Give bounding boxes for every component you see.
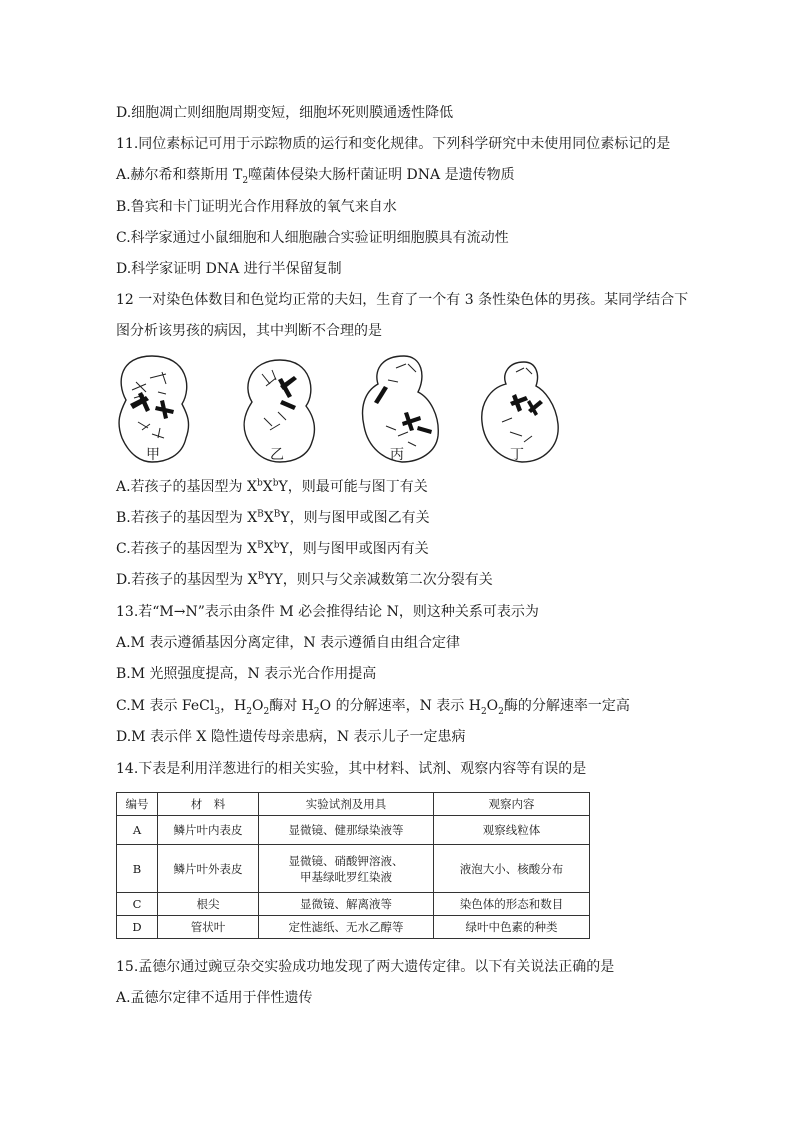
table-row	[117, 916, 590, 939]
figure-label-bing: 丙	[390, 447, 404, 463]
table-row	[117, 893, 590, 916]
cell-reagent: 定性滤纸、无水乙醇等	[259, 916, 434, 939]
cell-observe: 绿叶中色素的种类	[434, 916, 590, 939]
question-13-option-d: D.M 表示伴 X 隐性遗传母亲患病，N 表示儿子一定患病	[116, 729, 466, 745]
table-row	[117, 816, 590, 845]
reagent-line-1: 显微镜、硝酸钾溶液、	[288, 853, 404, 868]
question-11-stem: 11.同位素标记可用于示踪物质的运行和变化规律。下列科学研究中未使用同位素标记的是	[116, 136, 671, 152]
question-11-option-d: D.科学家证明 DNA 进行半保留复制	[116, 261, 342, 277]
reagent-line-2: 甲基绿吡罗红染液	[300, 869, 392, 884]
cell-observe: 观察线粒体	[434, 816, 590, 845]
cell-material: 鳞片叶外表皮	[158, 845, 259, 893]
question-12-option-b: B.若孩子的基因型为 $X^BX^BY$，则与图甲或图乙有关	[116, 509, 430, 526]
question-13-option-a: A.M 表示遵循基因分离定律，N 表示遵循自由组合定律	[116, 635, 461, 651]
question-12-option-a: A.若孩子的基因型为 $X^bX^bY$，则最可能与图丁有关	[116, 478, 428, 495]
figure-label-ding: 丁	[510, 447, 524, 463]
header-id: 编号	[117, 793, 158, 816]
question-15-option-a: A.孟德尔定律不适用于伴性遗传	[116, 990, 313, 1006]
question-12-option-c: C.若孩子的基因型为 $X^BX^bY$，则与图甲或图丙有关	[116, 540, 429, 557]
cell-id: A	[117, 816, 158, 845]
question-11-option-a: A.赫尔希和蔡斯用 $T_2$噬菌体侵染大肠杆菌证明 DNA 是遗传物质	[116, 167, 515, 186]
table-row	[117, 845, 590, 893]
cell-id: D	[117, 916, 158, 939]
cell-material: 管状叶	[158, 916, 259, 939]
cell-observe: 液泡大小、核酸分布	[434, 845, 590, 893]
question-11-option-c: C.科学家通过小鼠细胞和人细胞融合实验证明细胞膜具有流动性	[116, 230, 509, 246]
question-14-stem: 14.下表是利用洋葱进行的相关实验，其中材料、试剂、观察内容等有误的是	[116, 761, 587, 777]
cell-division-figure	[112, 352, 572, 470]
question-12-option-d: D.若孩子的基因型为 $X^BYY$，则只与父亲减数第二次分裂有关	[116, 571, 493, 588]
option-line: D.细胞凋亡则细胞周期变短，细胞坏死则膜通透性降低	[116, 105, 454, 121]
question-11-option-b: B.鲁宾和卡门证明光合作用释放的氧气来自水	[116, 199, 397, 215]
question-12-stem-line1: 12 一对染色体数目和色觉均正常的夫妇，生育了一个有 3 条性染色体的男孩。某同学结合下	[116, 292, 689, 308]
cell-id: C	[117, 893, 158, 916]
question-13-option-c: C.M 表示 FeCl$_3$，$H_2O_2$酶对 $H_2O$ 的分解速率，N 表示 $H_2O_2$酶的分解速率一定高	[116, 698, 630, 717]
cell-material: 根尖	[158, 893, 259, 916]
header-material: 材 料	[158, 793, 259, 816]
question-12-stem-line2: 图分析该男孩的病因，其中判断不合理的是	[116, 323, 382, 339]
cell-reagent: 显微镜、解离液等	[259, 893, 434, 916]
table-header-row	[117, 793, 590, 816]
cell-id: B	[117, 845, 158, 893]
cell-observe: 染色体的形态和数目	[434, 893, 590, 916]
question-13-stem: 13.若“M→N”表示由条件 M 必会推得结论 N，则这种关系可表示为	[116, 604, 539, 620]
question-13-option-b: B.M 光照强度提高，N 表示光合作用提高	[116, 666, 377, 682]
cell-material: 鳞片叶内表皮	[158, 816, 259, 845]
header-observe: 观察内容	[434, 793, 590, 816]
cell-reagent	[259, 845, 434, 893]
figure-label-yi: 乙	[270, 447, 284, 463]
experiment-table	[116, 792, 590, 939]
header-reagent: 实验试剂及用具	[259, 793, 434, 816]
cell-reagent: 显微镜、健那绿染液等	[259, 816, 434, 845]
question-15-stem: 15.孟德尔通过豌豆杂交实验成功地发现了两大遗传定律。以下有关说法正确的是	[116, 959, 615, 975]
figure-label-jia: 甲	[146, 447, 160, 463]
